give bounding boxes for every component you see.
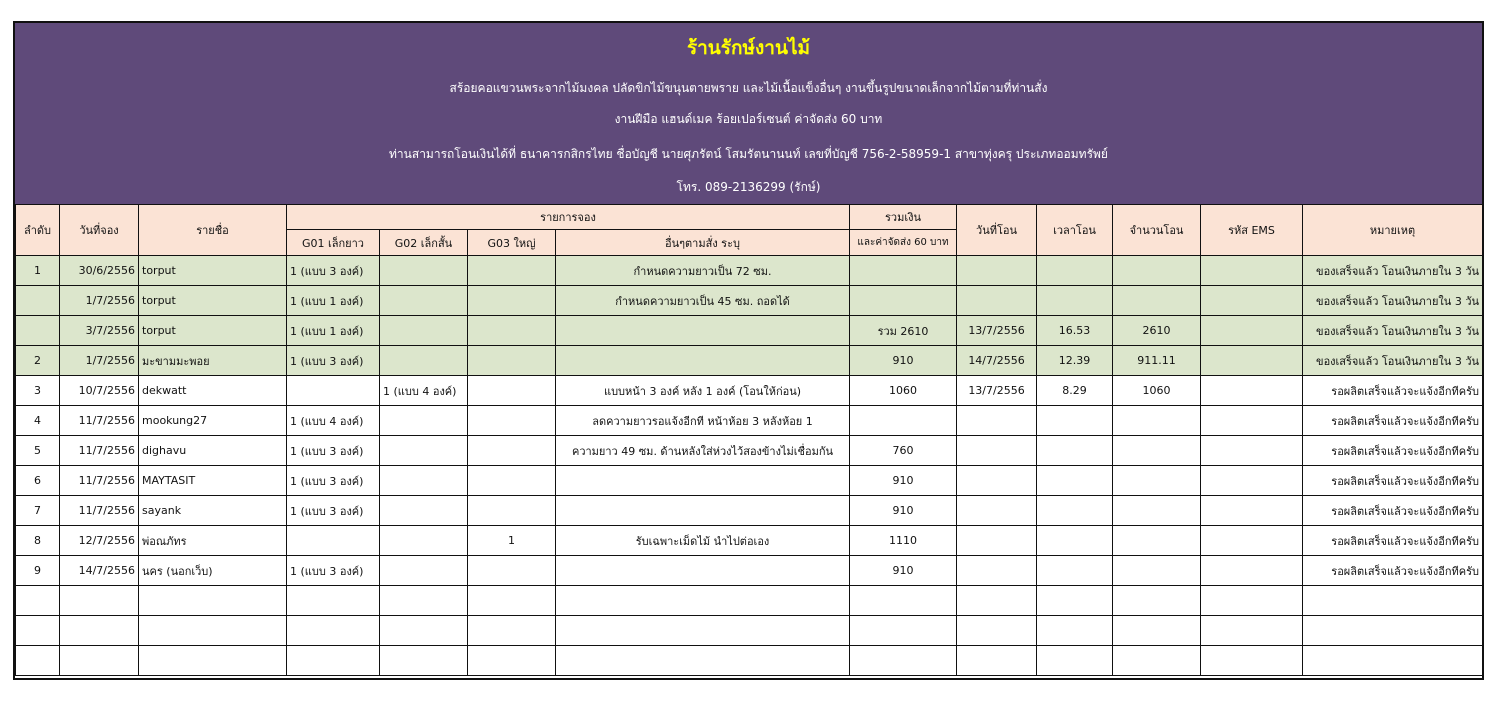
cell-ems: [1201, 316, 1303, 346]
cell-g01: [287, 526, 380, 556]
cell-other: [556, 646, 850, 676]
cell-name: [139, 646, 287, 676]
cell-ems: [1201, 286, 1303, 316]
cell-paytime: [1037, 556, 1113, 586]
cell-other: กำหนดความยาวเป็น 72 ซม.: [556, 256, 850, 286]
cell-g01: 1 (แบบ 1 องค์): [287, 286, 380, 316]
header-amount: จำนวนโอน: [1113, 205, 1201, 256]
cell-no: 6: [16, 466, 60, 496]
header-paydate: วันที่โอน: [957, 205, 1037, 256]
cell-g03: [468, 256, 556, 286]
cell-name: MAYTASIT: [139, 466, 287, 496]
cell-note: [1303, 616, 1483, 646]
cell-date: [60, 616, 139, 646]
table-row: [16, 286, 1483, 316]
cell-ems: [1201, 436, 1303, 466]
cell-name: [139, 586, 287, 616]
header-total: รวมเงิน: [850, 205, 957, 230]
header-note: หมายเหตุ: [1303, 205, 1483, 256]
cell-paydate: [957, 496, 1037, 526]
cell-paytime: [1037, 256, 1113, 286]
cell-ems: [1201, 526, 1303, 556]
cell-ems: [1201, 586, 1303, 616]
cell-note: รอผลิตเสร็จแล้วจะแจ้งอีกทีครับ: [1303, 436, 1483, 466]
cell-g03: [468, 376, 556, 406]
cell-amount: [1113, 436, 1201, 466]
cell-note: รอผลิตเสร็จแล้วจะแจ้งอีกทีครับ: [1303, 496, 1483, 526]
table-row: [16, 556, 1483, 586]
cell-total: [850, 406, 957, 436]
banner-phone: โทร. 089-2136299 (รักษ์): [676, 180, 821, 194]
cell-paydate: [957, 616, 1037, 646]
cell-amount: [1113, 496, 1201, 526]
table-row: [16, 346, 1483, 376]
cell-amount: [1113, 646, 1201, 676]
cell-paytime: 12.39: [1037, 346, 1113, 376]
cell-ems: [1201, 256, 1303, 286]
cell-g03: [468, 496, 556, 526]
cell-date: 11/7/2556: [60, 406, 139, 436]
cell-note: รอผลิตเสร็จแล้วจะแจ้งอีกทีครับ: [1303, 466, 1483, 496]
order-sheet: [13, 21, 1484, 680]
cell-date: 11/7/2556: [60, 466, 139, 496]
cell-amount: [1113, 256, 1201, 286]
cell-date: 11/7/2556: [60, 436, 139, 466]
cell-g03: [468, 616, 556, 646]
cell-date: 14/7/2556: [60, 556, 139, 586]
table-row: [16, 526, 1483, 556]
cell-amount: [1113, 406, 1201, 436]
table-row: [16, 466, 1483, 496]
cell-no: 8: [16, 526, 60, 556]
cell-g01: 1 (แบบ 4 องค์): [287, 406, 380, 436]
cell-note: รอผลิตเสร็จแล้วจะแจ้งอีกทีครับ: [1303, 406, 1483, 436]
table-row: [16, 406, 1483, 436]
cell-g01: 1 (แบบ 1 องค์): [287, 316, 380, 346]
cell-date: 11/7/2556: [60, 496, 139, 526]
header-g01: G01 เล็กยาว: [287, 230, 380, 256]
cell-g03: [468, 586, 556, 616]
cell-name: torput: [139, 286, 287, 316]
cell-date: 1/7/2556: [60, 286, 139, 316]
cell-note: [1303, 586, 1483, 616]
header-no: ลำดับ: [16, 205, 60, 256]
cell-other: กำหนดความยาวเป็น 45 ซม. ถอดได้: [556, 286, 850, 316]
cell-g03: [468, 346, 556, 376]
cell-total: 1060: [850, 376, 957, 406]
table-row: [16, 586, 1483, 616]
cell-total: 760: [850, 436, 957, 466]
cell-name: dighavu: [139, 436, 287, 466]
cell-other: [556, 496, 850, 526]
shop-banner: [15, 23, 1482, 204]
table-row: [16, 616, 1483, 646]
cell-total: [850, 646, 957, 676]
cell-note: ของเสร็จแล้ว โอนเงินภายใน 3 วัน: [1303, 286, 1483, 316]
cell-total: [850, 256, 957, 286]
cell-name: mookung27: [139, 406, 287, 436]
cell-paydate: [957, 556, 1037, 586]
cell-paydate: [957, 286, 1037, 316]
cell-amount: [1113, 616, 1201, 646]
header-items: รายการจอง: [287, 205, 850, 230]
cell-g01: [287, 586, 380, 616]
cell-g03: [468, 556, 556, 586]
header-date: วันที่จอง: [60, 205, 139, 256]
header-name: รายชื่อ: [139, 205, 287, 256]
cell-total: [850, 616, 957, 646]
cell-g02: [380, 586, 468, 616]
cell-other: [556, 346, 850, 376]
cell-other: รับเฉพาะเม็ดไม้ นำไปต่อเอง: [556, 526, 850, 556]
header-paytime: เวลาโอน: [1037, 205, 1113, 256]
cell-paytime: [1037, 526, 1113, 556]
cell-ems: [1201, 406, 1303, 436]
cell-g02: [380, 556, 468, 586]
cell-paytime: 8.29: [1037, 376, 1113, 406]
cell-g01: 1 (แบบ 3 องค์): [287, 256, 380, 286]
cell-note: ของเสร็จแล้ว โอนเงินภายใน 3 วัน: [1303, 346, 1483, 376]
cell-g01: [287, 616, 380, 646]
cell-paydate: [957, 466, 1037, 496]
cell-note: ของเสร็จแล้ว โอนเงินภายใน 3 วัน: [1303, 256, 1483, 286]
cell-g01: 1 (แบบ 3 องค์): [287, 496, 380, 526]
cell-g03: [468, 466, 556, 496]
cell-g03: [468, 286, 556, 316]
cell-other: [556, 316, 850, 346]
cell-g03: [468, 646, 556, 676]
cell-g01: 1 (แบบ 3 องค์): [287, 466, 380, 496]
header-g02: G02 เล็กสั้น: [380, 230, 468, 256]
header-total-shipping: และค่าจัดส่ง 60 บาท: [850, 230, 957, 256]
cell-date: [60, 586, 139, 616]
cell-amount: 1060: [1113, 376, 1201, 406]
cell-no: 5: [16, 436, 60, 466]
cell-paydate: [957, 586, 1037, 616]
cell-total: รวม 2610: [850, 316, 957, 346]
cell-no: 7: [16, 496, 60, 526]
cell-paytime: [1037, 286, 1113, 316]
cell-paytime: 16.53: [1037, 316, 1113, 346]
cell-no: 9: [16, 556, 60, 586]
cell-g01: [287, 376, 380, 406]
cell-note: รอผลิตเสร็จแล้วจะแจ้งอีกทีครับ: [1303, 526, 1483, 556]
cell-paytime: [1037, 466, 1113, 496]
cell-name: sayank: [139, 496, 287, 526]
cell-other: ลดความยาวรอแจ้งอีกที หน้าห้อย 3 หลังห้อย 1: [556, 406, 850, 436]
cell-other: [556, 586, 850, 616]
cell-note: รอผลิตเสร็จแล้วจะแจ้งอีกทีครับ: [1303, 376, 1483, 406]
cell-paydate: 13/7/2556: [957, 316, 1037, 346]
cell-total: 1110: [850, 526, 957, 556]
cell-g02: [380, 466, 468, 496]
cell-no: 4: [16, 406, 60, 436]
cell-name: torput: [139, 316, 287, 346]
cell-total: [850, 286, 957, 316]
cell-name: นคร (นอกเว็บ): [139, 556, 287, 586]
cell-no: [16, 286, 60, 316]
cell-date: 1/7/2556: [60, 346, 139, 376]
cell-name: พ่อณภัทร: [139, 526, 287, 556]
cell-no: [16, 646, 60, 676]
cell-ems: [1201, 376, 1303, 406]
cell-name: มะขามมะพอย: [139, 346, 287, 376]
banner-bank-info: ท่านสามารถโอนเงินได้ที่ ธนาคารกสิกรไทย ชื่อบัญชี นายศุภรัตน์ โสมรัตนานนท์ เลขที่บัญชี 756-2-58959-1 สาขาทุ่งครุ ประเภทออมทรัพย์: [389, 147, 1108, 161]
cell-amount: 2610: [1113, 316, 1201, 346]
cell-paytime: [1037, 436, 1113, 466]
banner-description: สร้อยคอแขวนพระจากไม้มงคล ปลัดขิกไม้ขนุนตายพราย และไม้เนื้อแข็งอื่นๆ งานขึ้นรูปขนาดเล็กจากไม้ตามที่ท่านสั่ง: [449, 81, 1048, 95]
cell-g03: [468, 406, 556, 436]
cell-paytime: [1037, 646, 1113, 676]
cell-name: dekwatt: [139, 376, 287, 406]
cell-g01: 1 (แบบ 3 องค์): [287, 556, 380, 586]
shop-title: ร้านรักษ์งานไม้: [686, 37, 811, 59]
cell-other: ความยาว 49 ซม. ด้านหลังใส่ห่วงไว้สองข้างไม่เชื่อมกัน: [556, 436, 850, 466]
cell-date: 10/7/2556: [60, 376, 139, 406]
table-row: [16, 496, 1483, 526]
cell-date: 30/6/2556: [60, 256, 139, 286]
cell-total: 910: [850, 466, 957, 496]
cell-paydate: 14/7/2556: [957, 346, 1037, 376]
cell-g02: [380, 316, 468, 346]
cell-amount: [1113, 556, 1201, 586]
cell-g02: [380, 436, 468, 466]
cell-g03: [468, 436, 556, 466]
cell-other: [556, 466, 850, 496]
cell-g02: [380, 286, 468, 316]
cell-other: [556, 556, 850, 586]
cell-name: torput: [139, 256, 287, 286]
cell-g01: 1 (แบบ 3 องค์): [287, 346, 380, 376]
cell-paydate: [957, 436, 1037, 466]
cell-amount: [1113, 466, 1201, 496]
cell-note: [1303, 646, 1483, 676]
cell-ems: [1201, 346, 1303, 376]
cell-g02: [380, 526, 468, 556]
cell-paytime: [1037, 616, 1113, 646]
cell-no: 3: [16, 376, 60, 406]
cell-g02: [380, 496, 468, 526]
table-row: [16, 646, 1483, 676]
cell-paytime: [1037, 586, 1113, 616]
cell-ems: [1201, 466, 1303, 496]
cell-g02: 1 (แบบ 4 องค์): [380, 376, 468, 406]
cell-g02: [380, 346, 468, 376]
cell-other: แบบหน้า 3 องค์ หลัง 1 องค์ (โอนให้ก่อน): [556, 376, 850, 406]
orders-table: [15, 204, 1483, 676]
cell-ems: [1201, 646, 1303, 676]
cell-paydate: [957, 646, 1037, 676]
cell-g03: [468, 316, 556, 346]
cell-date: 3/7/2556: [60, 316, 139, 346]
cell-amount: 911.11: [1113, 346, 1201, 376]
table-row: [16, 436, 1483, 466]
cell-paytime: [1037, 496, 1113, 526]
cell-total: [850, 586, 957, 616]
cell-paytime: [1037, 406, 1113, 436]
cell-g02: [380, 406, 468, 436]
cell-g02: [380, 616, 468, 646]
header-ems: รหัส EMS: [1201, 205, 1303, 256]
banner-shipping-note: งานฝีมือ แฮนด์เมค ร้อยเปอร์เซนต์ ค่าจัดส่ง 60 บาท: [614, 112, 883, 126]
header-g03: G03 ใหญ่: [468, 230, 556, 256]
cell-total: 910: [850, 556, 957, 586]
cell-g03: 1: [468, 526, 556, 556]
cell-g01: [287, 646, 380, 676]
cell-total: 910: [850, 346, 957, 376]
table-row: [16, 376, 1483, 406]
header-other: อื่นๆตามสั่ง ระบุ: [556, 230, 850, 256]
cell-other: [556, 616, 850, 646]
cell-amount: [1113, 286, 1201, 316]
cell-no: 2: [16, 346, 60, 376]
cell-paydate: [957, 256, 1037, 286]
cell-no: [16, 316, 60, 346]
cell-amount: [1113, 526, 1201, 556]
cell-date: [60, 646, 139, 676]
cell-total: 910: [850, 496, 957, 526]
cell-date: 12/7/2556: [60, 526, 139, 556]
cell-name: [139, 616, 287, 646]
cell-paydate: [957, 526, 1037, 556]
cell-note: ของเสร็จแล้ว โอนเงินภายใน 3 วัน: [1303, 316, 1483, 346]
cell-ems: [1201, 496, 1303, 526]
cell-ems: [1201, 556, 1303, 586]
cell-paydate: [957, 406, 1037, 436]
cell-ems: [1201, 616, 1303, 646]
cell-no: 1: [16, 256, 60, 286]
cell-no: [16, 616, 60, 646]
table-row: [16, 316, 1483, 346]
cell-note: รอผลิตเสร็จแล้วจะแจ้งอีกทีครับ: [1303, 556, 1483, 586]
cell-g01: 1 (แบบ 3 องค์): [287, 436, 380, 466]
cell-paydate: 13/7/2556: [957, 376, 1037, 406]
cell-g02: [380, 646, 468, 676]
cell-g02: [380, 256, 468, 286]
orders-body: [16, 256, 1483, 676]
cell-amount: [1113, 586, 1201, 616]
table-row: [16, 256, 1483, 286]
cell-no: [16, 586, 60, 616]
